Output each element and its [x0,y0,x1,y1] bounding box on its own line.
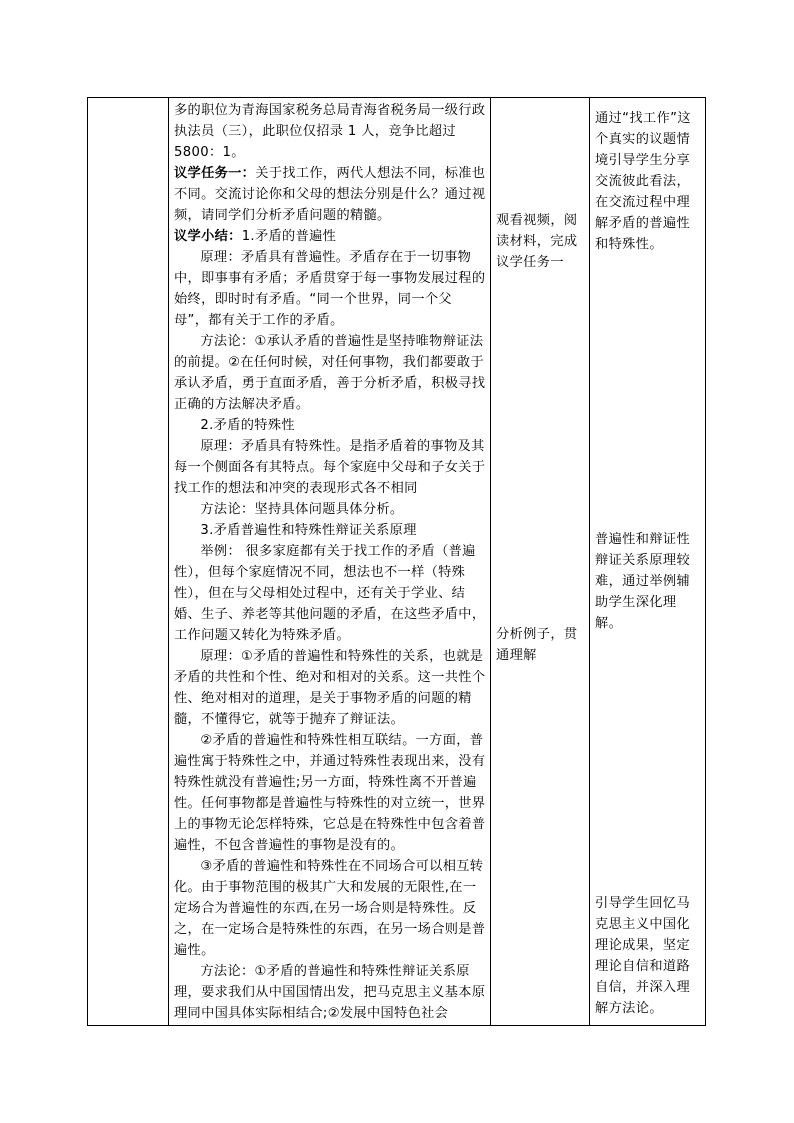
summary-label: 议学小结： [174,229,242,244]
student-activity-1: 观看视频，阅读材料，完成议学任务一 [496,213,578,270]
design-intent-1: 通过“找工作”这个真实的议题情境引导学生分享交流彼此看法，在交流过程中理解矛盾的普遍性和特殊性。 [595,111,691,252]
universality-principle: 原理：矛盾具有普遍性。矛盾存在于一切事物中，即事事有矛盾；矛盾贯穿于每一事物发展过程的始终，即时时有矛盾。“同一个世界，同一个父母”，都有关于工作的矛盾。 [174,250,486,328]
task-text: 关于找工作，两代人想法不同，标准也不同。交流讨论你和父母的想法分别是什么？通过视频，请同学们分析矛盾问题的精髓。 [174,166,486,223]
dialectic-heading: 3.矛盾普遍性和特殊性辩证关系原理 [200,523,417,538]
column-divider [589,98,590,1025]
example-paragraph: 举例： 很多家庭都有关于找工作的矛盾（普遍性），但每个家庭情况不同，想法也不一样（特殊性），但在与父母相处过程中，还有关于学业、结婚、生子、养老等其他问题的矛盾，在这些矛盾中，工作问题又转化为特殊矛盾。 [174,544,486,643]
relation-principle-2: ②矛盾的普遍性和特殊性相互联结。一方面，普遍性寓于特殊性之中，并通过特殊性表现出来，没有特殊性就没有普遍性;另一方面，特殊性离不开普遍性。任何事物都是普遍性与特殊性的对立统一，世界上的事物无论怎样特殊，它总是在特殊性中包含着普遍性，不包含普遍性的事物是没有的。 [174,733,486,853]
summary-title: 1.矛盾的普遍性 [241,229,337,244]
column-divider [490,98,491,1025]
relation-principle-1: 原理：①矛盾的普遍性和特殊性的关系，也就是矛盾的共性和个性、绝对和相对的关系。这一共性个性、绝对相对的道理，是关于事物矛盾的问题的精髓，不懂得它，就等于抛弃了辩证法。 [174,649,486,727]
task-paragraph [174,163,486,226]
design-intent-2: 普遍性和辩证性辩证关系原理较难，通过举例辅助学生深化理解。 [595,532,691,631]
task-label: 议学任务一： [174,166,256,181]
particularity-heading: 2.矛盾的特殊性 [200,418,295,433]
relation-principle-3: ③矛盾的普遍性和特殊性在不同场合可以相互转化。由于事物范围的极其广大和发展的无限性,在一定场合为普遍性的东西,在另一场合则是特殊性。反之，在一定场合是特殊性的东西，在另一场合则是普遍性。 [174,859,486,958]
particularity-principle: 原理：矛盾具有特殊性。是指矛盾着的事物及其每一个侧面各有其特点。每个家庭中父母和子女关于找工作的想法和冲突的表现形式各不相同 [174,439,486,496]
relation-methodology: 方法论：①矛盾的普遍性和特殊性辩证关系原理，要求我们从中国国情出发，把马克思主义基本原理同中国具体实际相结合;②发展中国特色社会 [174,964,486,1021]
particularity-methodology: 方法论：坚持具体问题具体分析。 [200,502,404,517]
student-activity-2: 分析例子，贯通理解 [496,627,578,663]
teaching-content-cell [174,100,486,1024]
intro-paragraph: 多的职位为青海国家税务总局青海省税务局一级行政执法员（三），此职位仅招录 1 人，竞争比超过 5800：1。 [174,103,486,160]
column-divider [168,98,169,1025]
summary-heading [174,226,486,247]
universality-methodology: 方法论：①承认矛盾的普遍性是坚持唯物辩证法的前提。②在任何时候，对任何事物，我们都要敢于承认矛盾，勇于直面矛盾，善于分析矛盾，积极寻找正确的方法解决矛盾。 [174,334,486,412]
lesson-table [87,97,706,1026]
design-intent-3: 引导学生回忆马克思主义中国化理论成果，坚定理论自信和道路自信，并深入理解方法论。 [595,896,691,1016]
